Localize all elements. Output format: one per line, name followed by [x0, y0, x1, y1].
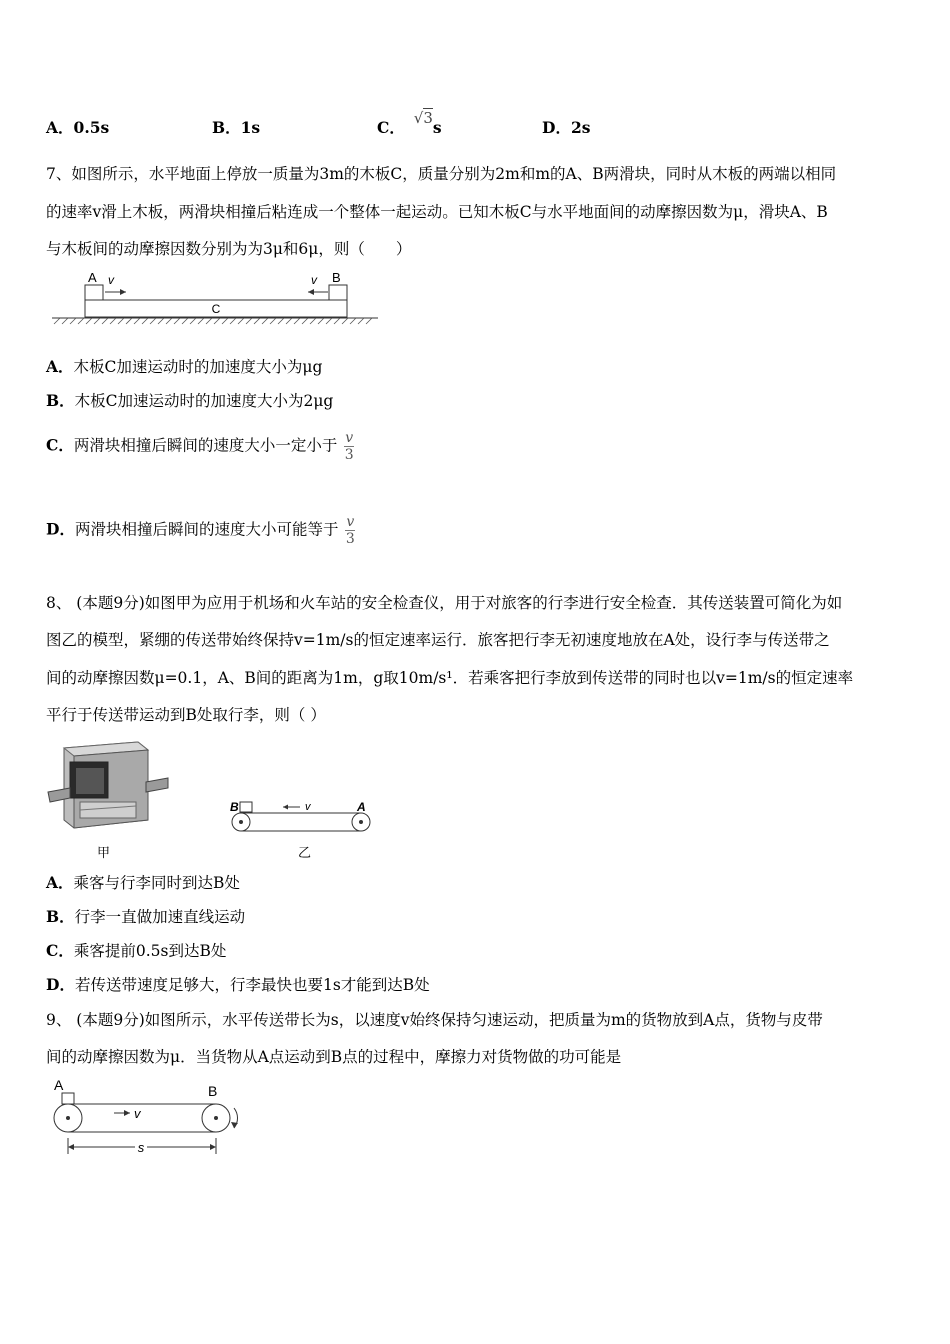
label-v: v: [134, 1106, 141, 1121]
cargo-block: [62, 1093, 74, 1104]
q7-option-c[interactable]: C．两滑块相撞后瞬间的速度大小一定小于 $\frac{v}{3}$: [46, 430, 354, 463]
q8-stem-line-1: 8、 (本题9分)如图甲为应用于机场和火车站的安全检查仪，用于对旅客的行李进行安全检查．其传送装置可简化为如: [46, 594, 843, 612]
q7-stem-line-1: 7、如图所示，水平地面上停放一质量为3m的木板C，质量分别为2m和m的A、B两滑块，同时从木板的两端以相同: [46, 165, 837, 183]
caption-jia: 甲: [97, 846, 111, 861]
q7-option-a[interactable]: A．木板C加速运动时的加速度大小为μg: [46, 357, 323, 376]
fraction-v-over-3: $\frac{v}{3}$: [345, 514, 355, 547]
block-b: [329, 285, 347, 300]
q9-figure-conveyor: [46, 1076, 250, 1160]
q7-option-b[interactable]: B．木板C加速运动时的加速度大小为2μg: [46, 391, 334, 410]
q8-stem-line-3: 间的动摩擦因数μ=0.1，A、B间的距离为1m，g取10m/s¹．若乘客把行李放到传送带的同时也以v=1m/s的恒定速率: [46, 669, 854, 687]
q9-stem-line-2: 间的动摩擦因数为μ．当货物从A点运动到B点的过程中，摩擦力对货物做的功可能是: [46, 1048, 622, 1066]
label-a: A: [88, 270, 97, 285]
label-v-b: v: [311, 273, 317, 287]
label-v-a: v: [108, 273, 114, 287]
label-a: A: [54, 1077, 64, 1093]
fraction-v-over-3: $\frac{v}{3}$: [344, 430, 354, 463]
q9-stem-line-1: 9、 (本题9分)如图所示，水平传送带长为s，以速度v始终保持匀速运动，把质量为m的货物放到A点，货物与皮带: [46, 1011, 823, 1029]
security-scanner-image: [46, 736, 171, 836]
ground-hatching: [54, 318, 372, 324]
q8-option-c[interactable]: C．乘客提前0.5s到达B处: [46, 941, 227, 960]
q6-option-b[interactable]: B．1s: [212, 118, 261, 137]
label-v: v: [305, 801, 311, 813]
label-b: B: [332, 270, 341, 285]
label-s: s: [137, 1140, 145, 1155]
q8-option-b[interactable]: B．行李一直做加速直线运动: [46, 907, 246, 926]
q8-option-d[interactable]: D．若传送带速度足够大，行李最快也要1s才能到达B处: [46, 975, 430, 994]
q6-option-a[interactable]: A．0.5s: [46, 118, 110, 137]
q8-option-a[interactable]: A．乘客与行李同时到达B处: [46, 873, 240, 892]
label-c: C: [211, 302, 221, 316]
label-b: B: [208, 1083, 218, 1099]
q8-figure-conveyor: [228, 796, 376, 836]
q6-option-c[interactable]: C． √3s: [377, 109, 442, 137]
label-a: A: [357, 800, 366, 814]
q7-stem-line-3: 与木板间的动摩擦因数分别为为3μ和6μ，则（ ）: [46, 240, 412, 258]
caption-yi: 乙: [298, 846, 312, 861]
luggage-block: [240, 802, 252, 812]
q8-stem-line-4: 平行于传送带运动到B处取行李，则（ ）: [46, 706, 326, 724]
block-a: [85, 285, 103, 300]
label-b: B: [230, 800, 239, 814]
q7-stem-line-2: 的速率v滑上木板，两滑块相撞后粘连成一个整体一起运动。已知木板C与水平地面间的动摩擦因数为μ，滑块A、B: [46, 203, 828, 221]
q6-option-d[interactable]: D．2s: [542, 118, 591, 137]
q7-option-d[interactable]: D．两滑块相撞后瞬间的速度大小可能等于 $\frac{v}{3}$: [46, 514, 355, 547]
sqrt-expression: √3: [413, 109, 433, 127]
q8-stem-line-2: 图乙的模型，紧绷的传送带始终保持v=1m/s的恒定速率运行．旅客把行李无初速度地放在A处，设行李与传送带之: [46, 631, 830, 649]
q7-figure-board: [50, 268, 382, 326]
